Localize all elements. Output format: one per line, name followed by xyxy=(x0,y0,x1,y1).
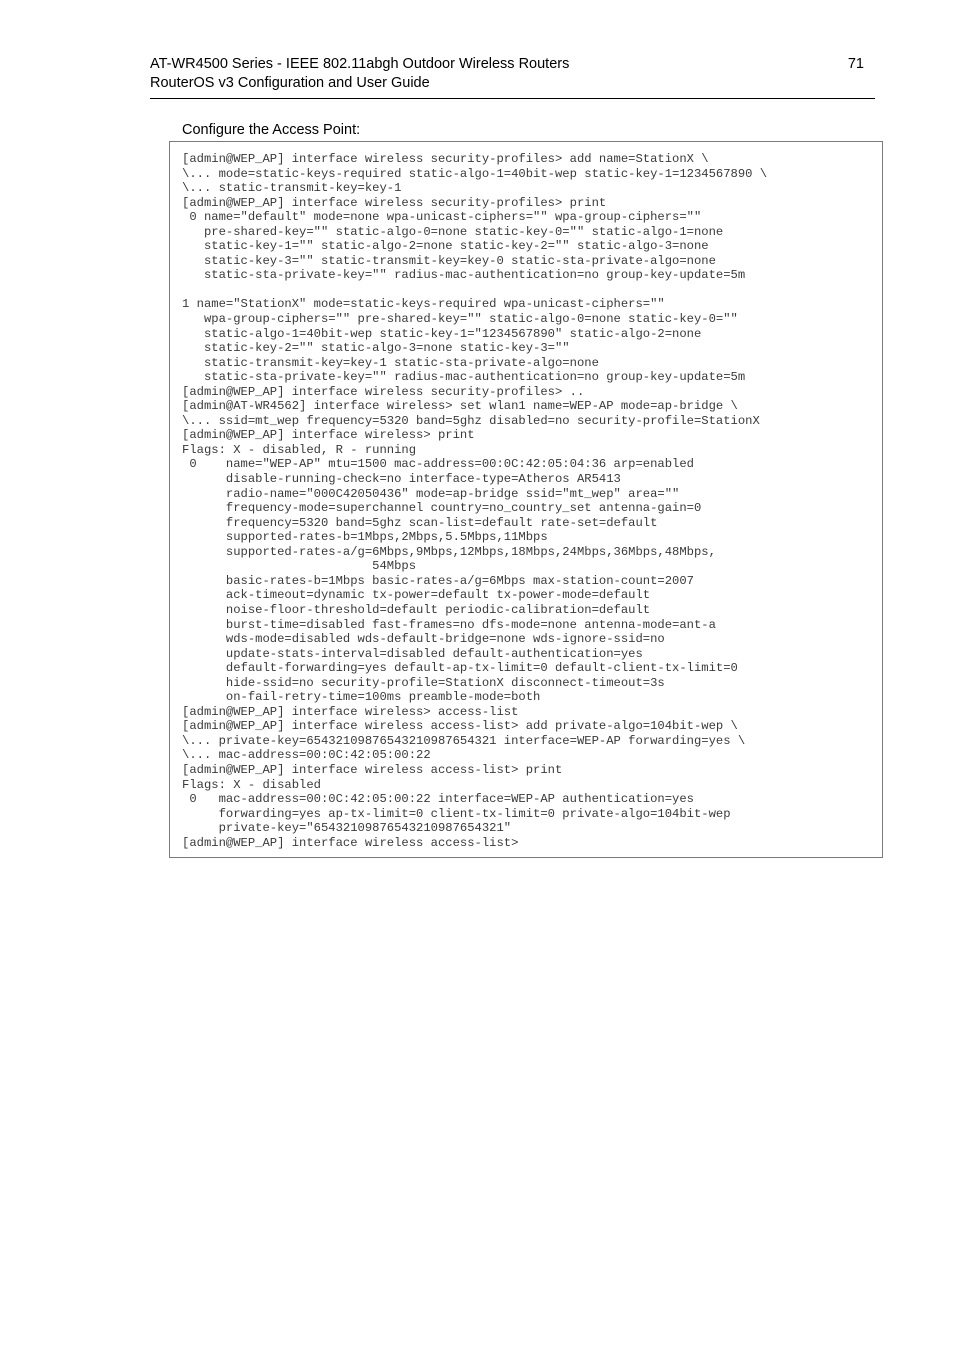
code-listing-box xyxy=(169,141,883,858)
section-label: Configure the Access Point: xyxy=(182,122,361,138)
page-header xyxy=(150,55,875,99)
page-number: 71 xyxy=(847,56,864,72)
header-title-line-2: RouterOS v3 Configuration and User Guide xyxy=(150,75,430,91)
header-title-line-1: AT-WR4500 Series - IEEE 802.11abgh Outdoor Wireless Routers xyxy=(150,56,570,72)
code-listing: [admin@WEP_AP] interface wireless security-profiles> add name=StationX \ \... mode=static-keys-required static-algo-1=40bit-wep static-key-1=1234567890 \ \... static-transmit-key=key-1 [admin@WEP_AP] interface wireless security-profiles> print 0 name="default" mode=none wpa-unicast-ciphers="" wpa-group-ciphers="" pre-shared-key="" static-algo-0=none static-key-0="" static-algo-1=none static-key-1="" static-algo-2=none static-key-2="" static-algo-3=none static-key-3="" static-transmit-key=key-0 static-sta-private-algo=none static-sta-private-key="" radius-mac-authentication=no group-key-update=5m 1 name="StationX" mode=static-keys-required wpa-unicast-ciphers="" wpa-group-ciphers="" pre-shared-key="" static-algo-0=none static-key-0="" static-algo-1=40bit-wep static-key-1="1234567890" static-algo-2=none static-key-2="" static-algo-3=none static-key-3="" static-transmit-key=key-1 static-sta-private-algo=none static-sta-private-key="" radius-mac-authentication=no group-key-update=5m [admin@WEP_AP] interface wireless security-profiles> .. [admin@AT-WR4562] interface wireless> set wlan1 name=WEP-AP mode=ap-bridge \ \... ssid=mt_wep frequency=5320 band=5ghz disabled=no security-profile=StationX [admin@WEP_AP] interface wireless> print Flags: X - disabled, R - running 0 name="WEP-AP" mtu=1500 mac-address=00:0C:42:05:04:36 arp=enabled disable-running-check=no interface-type=Atheros AR5413 radio-name="000C42050436" mode=ap-bridge ssid="mt_wep" area="" frequency-mode=superchannel country=no_country_set antenna-gain=0 frequency=5320 band=5ghz scan-list=default rate-set=default supported-rates-b=1Mbps,2Mbps,5.5Mbps,11Mbps supported-rates-a/g=6Mbps,9Mbps,12Mbps,18Mbps,24Mbps,36Mbps,48Mbps, 54Mbps basic-rates-b=1Mbps basic-rates-a/g=6Mbps max-station-count=2007 ack-timeout=dynamic tx-power=default tx-power-mode=default noise-floor-threshold=default periodic-calibration=default burst-time=disabled fast-frames=no dfs-mode=none antenna-mode=ant-a wds-mode=disabled wds-default-bridge=none wds-ignore-ssid=no update-stats-interval=disabled default-authentication=yes default-forwarding=yes default-ap-tx-limit=0 default-client-tx-limit=0 hide-ssid=no security-profile=StationX disconnect-timeout=3s on-fail-retry-time=100ms preamble-mode=both [admin@WEP_AP] interface wireless> access-list [admin@WEP_AP] interface wireless access-list> add private-algo=104bit-wep \ \... private-key=65432109876543210987654321 interface=WEP-AP forwarding=yes \ \... mac-address=00:0C:42:05:00:22 [admin@WEP_AP] interface wireless access-list> print Flags: X - disabled 0 mac-address=00:0C:42:05:00:22 interface=WEP-AP authentication=yes forwarding=yes ap-tx-limit=0 client-tx-limit=0 private-algo=104bit-wep private-key="65432109876543210987654321" [admin@WEP_AP] interface wireless access-list> xyxy=(182,152,768,850)
